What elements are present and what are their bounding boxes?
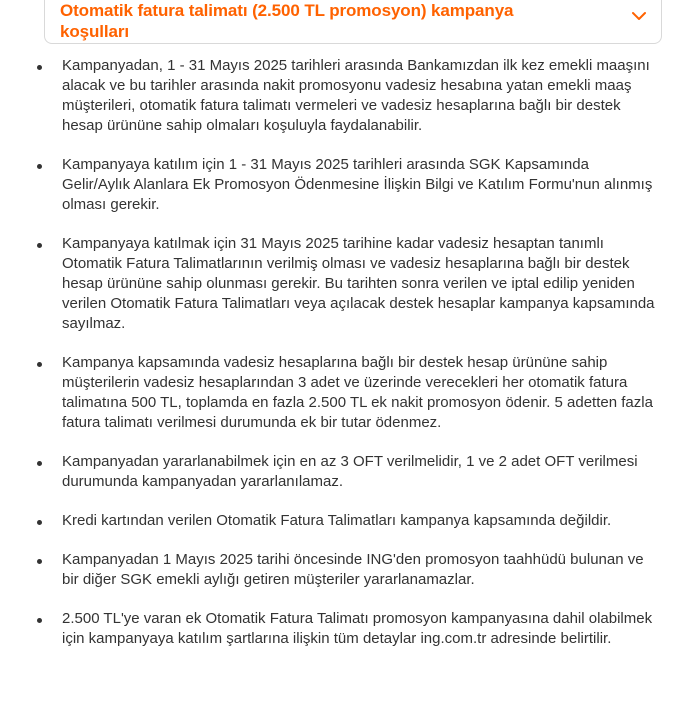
chevron-down-icon[interactable]: [631, 8, 647, 24]
campaign-conditions-accordion-header[interactable]: [44, 0, 662, 44]
condition-item: Kredi kartından verilen Otomatik Fatura Talimatları kampanya kapsamında değildir.: [30, 511, 660, 531]
condition-item: Kampanyadan, 1 - 31 Mayıs 2025 tarihleri arasında Bankamızdan ilk kez emekli maaşını alacak ve bu tarihler arasında nakit promosyonu vadesiz hesabına yatan emekli maaş müşterileri, otomatik fatura talimatı vermeleri ve vadesiz hesaplarına bağlı bir destek hesap ürününe sahip olmaları koşuluyla faydalanabilir.: [30, 56, 660, 136]
condition-item: Kampanyadan yararlanabilmek için en az 3 OFT verilmelidir, 1 ve 2 adet OFT verilmesi durumunda kampanyadan yararlanılamaz.: [30, 452, 660, 492]
condition-item: Kampanyaya katılmak için 31 Mayıs 2025 tarihine kadar vadesiz hesaptan tanımlı Otomatik Fatura Talimatlarının verilmiş olması ve vadesiz hesaplarına bağlı bir destek hesap ürününe sahip olunması gerekir. Bu tarihten sonra verilen ve iptal edilip yeniden verilen Otomatik Fatura Talimatları veya açılacak destek hesaplar kampanya kapsamında sayılmaz.: [30, 234, 660, 334]
condition-item: Kampanyaya katılım için 1 - 31 Mayıs 2025 tarihleri arasında SGK Kapsamında Gelir/Aylık Alanlara Ek Promosyon Ödenmesine İlişkin Bilgi ve Katılım Formu'nun alınmış olması gerekir.: [30, 155, 660, 215]
condition-item: Kampanya kapsamında vadesiz hesaplarına bağlı bir destek hesap ürününe sahip müşterilerin vadesiz hesaplarından 3 adet ve üzerinde verecekleri her otomatik fatura talimatına 500 TL, toplamda en fazla 2.500 TL ek nakit promosyon ödenir. 5 adetten fazla fatura talimatı verilmesi durumunda ek bir tutar ödenmez.: [30, 353, 660, 433]
accordion-title: Otomatik fatura talimatı (2.500 TL promosyon) kampanya koşulları: [60, 1, 514, 41]
condition-item: Kampanyadan 1 Mayıs 2025 tarihi öncesinde ING'den promosyon taahhüdü bulunan ve bir diğer SGK emekli aylığı getiren müşteriler yararlanamazlar.: [30, 550, 660, 590]
campaign-conditions-list: [30, 56, 660, 668]
condition-item: 2.500 TL'ye varan ek Otomatik Fatura Talimatı promosyon kampanyasına dahil olabilmek için kampanyaya katılım şartlarına ilişkin tüm detaylar ing.com.tr adresinde belirtilir.: [30, 609, 660, 649]
